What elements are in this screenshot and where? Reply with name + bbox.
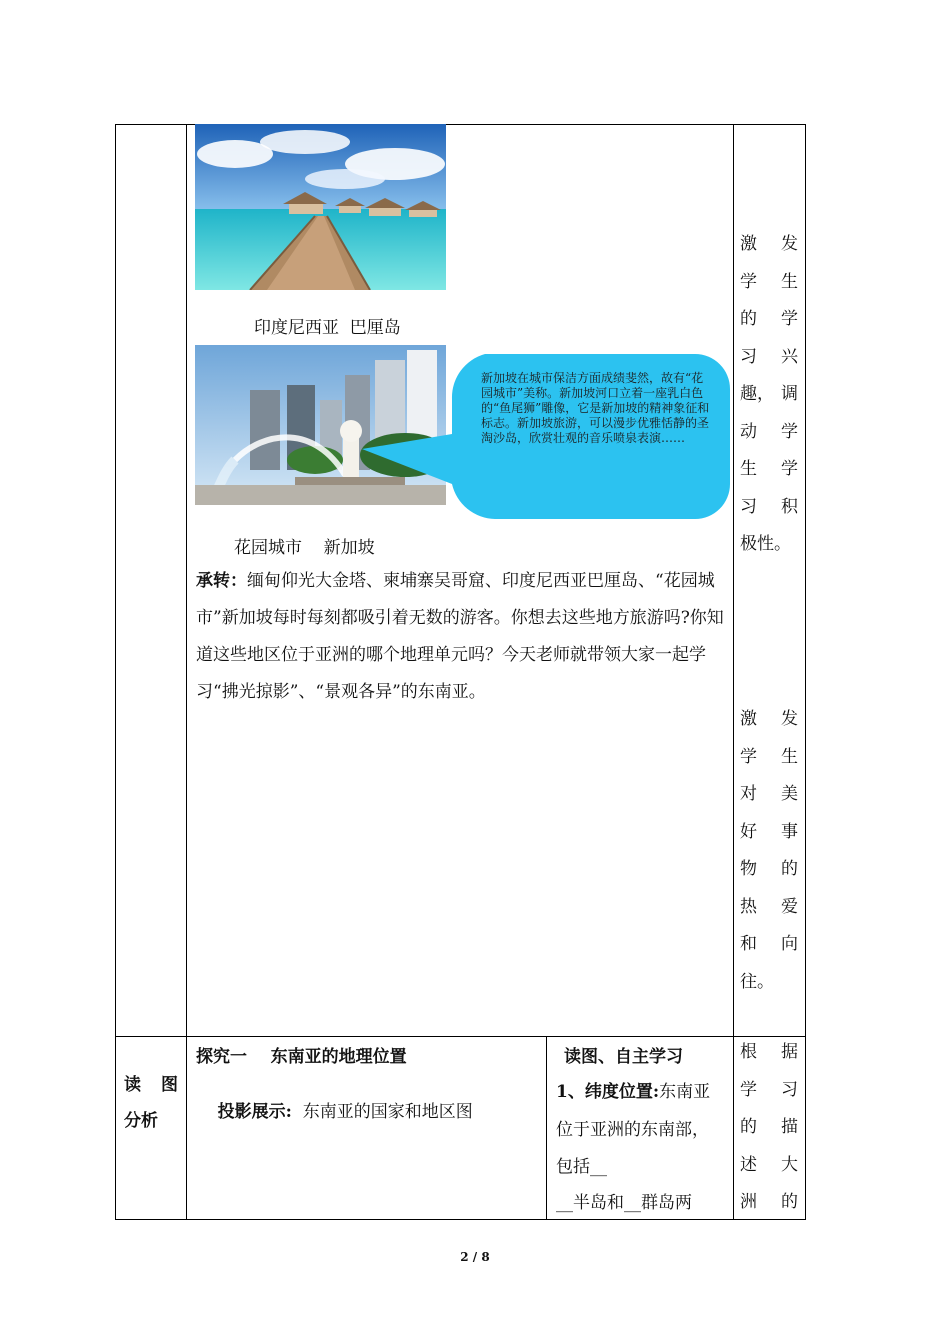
table-right-border: [805, 124, 806, 1220]
singapore-caption: 花园城市 新加坡: [234, 538, 375, 558]
transition-label: 承转：: [196, 571, 247, 591]
transition-paragraph: [196, 563, 726, 711]
latitude-line-3: 包括__: [556, 1157, 607, 1177]
intent-block-3: 根 据 学 习 的 描 述 大 洲 的: [740, 1042, 798, 1212]
table-row-divider: [115, 1036, 805, 1037]
page-number: 2 / 8: [460, 1250, 490, 1264]
bali-caption: 印度尼西亚 巴厘岛: [254, 318, 401, 338]
table-col-divider-1: [186, 124, 187, 1220]
table-bottom-border: [115, 1219, 805, 1220]
intent-block-1: 激 发 学 生 的 学 习 兴 趣， 调 动 学 生 学 习 积 极性。: [740, 234, 798, 554]
latitude-label: 1、纬度位置:: [556, 1082, 660, 1102]
table-col-divider-2: [546, 1036, 547, 1220]
latitude-line-4: __半岛和__群岛两: [556, 1193, 692, 1213]
projection-line: [196, 1077, 473, 1142]
activity-heading: 读图、自主学习: [564, 1047, 683, 1067]
table-left-border: [115, 124, 116, 1220]
latitude-line-1: 1、纬度位置:东南亚: [556, 1082, 711, 1102]
projection-text: 东南亚的国家和地区图: [291, 1102, 473, 1122]
transition-text: 缅甸仰光大金塔、柬埔寨吴哥窟、印度尼西亚巴厘岛、“花园城市”新加坡每时每刻都吸引着无数的游客。你想去这些地方旅游吗?你知道这些地区位于亚洲的哪个地理单元吗？今天老师就带领大家一起学习“拂光掠影”、“景观各异”的东南亚。: [196, 571, 724, 702]
projection-label: 投影展示:: [217, 1102, 292, 1122]
table-col-divider-3: [733, 124, 734, 1220]
intent-block-2: 激 发 学 生 对 美 好 事 物 的 热 爱 和 向 往。: [740, 709, 798, 992]
latitude-line-2: 位于亚洲的东南部，: [556, 1120, 709, 1140]
section-heading: 探究一 东南亚的地理位置: [196, 1047, 407, 1067]
bali-photo: [195, 124, 446, 290]
section-label: 读 图 分析: [124, 1075, 178, 1131]
bubble-text: 新加坡在城市保洁方面成绩斐然，故有“花园城市”美称。新加坡河口立着一座乳白色的“鱼尾狮”雕像，它是新加坡的精神象征和标志。新加坡旅游，可以漫步优雅恬静的圣淘沙岛，欣赏壮观的音乐喷泉表演……: [481, 371, 710, 445]
